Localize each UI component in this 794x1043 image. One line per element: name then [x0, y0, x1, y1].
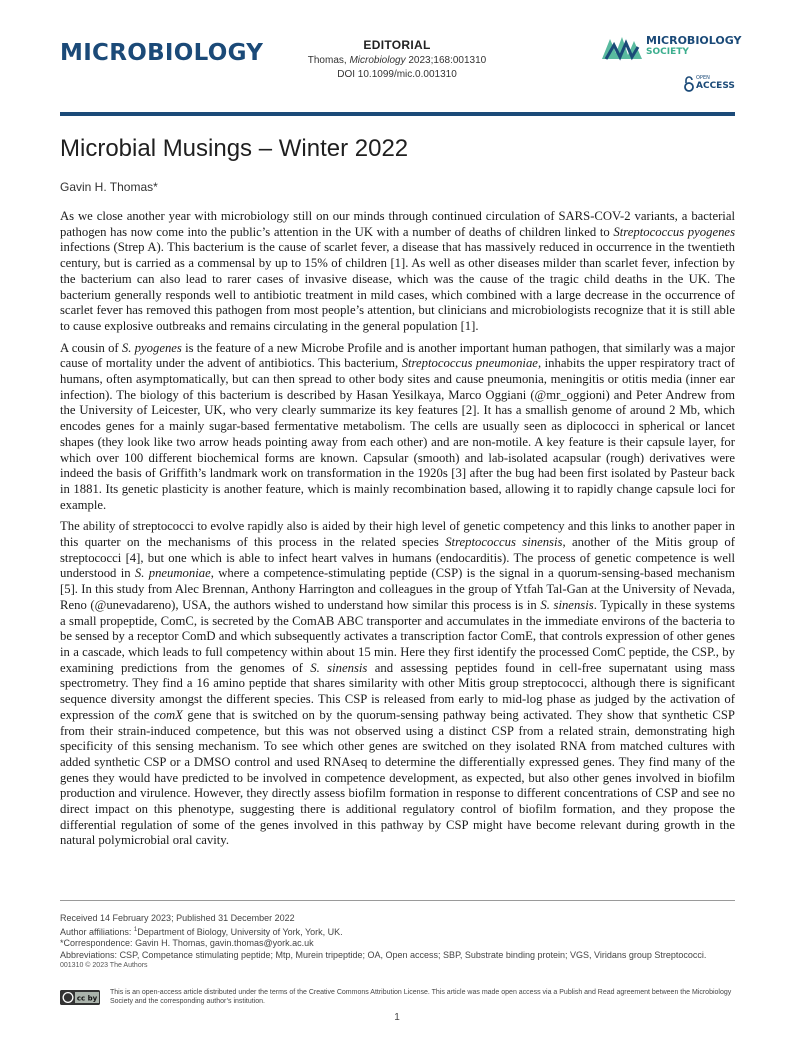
cc-badge-label: cc by — [76, 994, 98, 1003]
article-id-copyright: 001310 © 2023 The Authors — [60, 962, 148, 969]
abbreviations — [60, 950, 735, 962]
article-footer — [60, 913, 735, 970]
article-header-info — [280, 38, 514, 82]
correspondence-label: *Correspondence: — [60, 938, 133, 948]
text-run: , where a competence-stimulating peptide (CSP) is the signal in a quorum-sensing-based mechanism [5]. In this study from Alec Brennan, Anthony Harrington and colleagues in the group of Ytfah Tal-Gan at the University of Nevada, Reno (@unevadareno), USA, the authors wished to understand how similar this process is in — [60, 566, 735, 612]
society-name: MICROBIOLOGY — [646, 34, 742, 47]
article-title: Microbial Musings – Winter 2022 — [60, 135, 409, 162]
citation-author: Thomas, — [307, 55, 347, 66]
header-rule — [60, 112, 735, 116]
text-run: infections (Strep A). This bacterium is the cause of scarlet fever, a disease that has massively reduced in occurrence in the twentieth century, but is carried as a commensal by up to 15% of children [1]. As well as other diseases milder than scarlet fever, infection by the bacterium can also lead to rarer cases of invasive disease, which was the cause of the tragic child deaths in the UK. The bacterium generally responds well to antibiotic treatment in mild cases, which combined with a large decrease in the occurrence of scarlet fever has removed this pathogen from most people’s attention, but clinicians and microbiologists recognize that it is still able to cause explosive outbreaks and remains circulating in the general population [1]. — [60, 240, 735, 333]
article-body — [60, 209, 735, 855]
doi[interactable]: DOI 10.1099/mic.0.001310 — [337, 69, 457, 80]
correspondence — [60, 938, 735, 950]
text-run: A cousin of — [60, 340, 122, 355]
italic-term: S. sinensis — [310, 660, 368, 675]
open-access-label — [696, 75, 735, 91]
italic-term: S. pneumoniae — [134, 566, 211, 581]
affiliations-label: Author affiliations: — [60, 926, 132, 937]
italic-term: Streptococcus sinensis — [445, 535, 563, 550]
affiliations-text: Department of Biology, University of York, York, UK. — [137, 926, 343, 937]
open-access-small: OPEN — [696, 75, 710, 81]
microbiology-society-logo[interactable] — [600, 33, 740, 61]
affiliation-number: 1 — [133, 926, 138, 933]
open-lock-icon — [684, 76, 694, 92]
italic-term: comX — [153, 707, 183, 722]
citation-journal: Microbiology — [349, 55, 406, 66]
body-paragraph — [60, 341, 735, 514]
article-author: Gavin H. Thomas* — [60, 180, 158, 194]
abbreviations-label: Abbreviations: — [60, 949, 118, 960]
received-dates: Received 14 February 2023; Published 31 December 2022 — [60, 913, 295, 923]
page-number: 1 — [394, 1012, 400, 1023]
italic-term: S. pyogenes — [121, 340, 182, 355]
cc-icon — [60, 990, 100, 1005]
body-paragraph — [60, 209, 735, 335]
italic-term: Streptococcus pneumoniae — [401, 356, 538, 371]
citation — [280, 54, 514, 68]
text-run: . Typically in these systems a small propeptide, ComC, is secreted by the ComAB ABC transporter and accumulates in the immediate environs of the bacteria to be sensed by a receptor ComD and which subsequently activates a transcription factor ComE, that controls expression of other genes in a cascade, which leads to full competency within about 15 min. Here they first identify the processed ComC peptide, the CSP., by examining predictions from the genomes of — [60, 597, 735, 675]
text-run: is the feature of a new Microbe Profile and is another important human pathogen, that similarly was a major cause of mortality under the advent of antibiotics. This bacterium, — [60, 340, 735, 371]
text-run: , inhabits the upper respiratory tract of humans, often asymptomatically, but can then spread to other body sites and cause pneumonia, meningitis or otitis media (inner ear infection). The biology of this bacterium is described by Hasan Yesilkaya, Marco Oggiani (@mr_oggioni) and Peter Andrew from the University of Leicester, UK, who very clearly summarize its key features [2]. It has a smallish genome of around 2 Mb, which encodes genes for a mainly sugar-based fermentative metabolism. The cells are usually seen as diplococci in spherical or lancet shapes (they look like two arrow heads pointing away from each other) and are non-motile. A key feature is their capsule layer, for which over 100 different biochemical forms are known. Capsular (smooth) and lab-isolated acapsular (rough) derivatives were indeed the basis of Griffith’s landmark work on transformation in the 1920s [3] after the bug had been first isolated by Pasteur back in 1881. Its genetic plasticity is another feature, which is mainly recombination based, allowing it to rapidly change capsule loci for example. — [60, 356, 735, 512]
body-paragraph — [60, 519, 735, 849]
license-block — [60, 988, 735, 1010]
abbreviations-text: CSP, Competance stimulating peptide; Mtp, Murein tripeptide; OA, Open access; SBP, Substrate binding protein; VGS, Viridans group Streptococci. — [119, 949, 707, 960]
text-run: As we close another year with microbiology still on our minds through continued circulation of SARS-COV-2 variants, a bacterial pathogen has now come into the public’s attention in the UK with a number of deaths of children linked to — [60, 209, 735, 239]
footer-rule — [60, 900, 735, 901]
text-run: The ability of streptococci to evolve rapidly also is aided by their high level of genetic competency and this links to another paper in this quarter on the mechanisms of this process in the related species — [60, 519, 735, 550]
society-logo-icon — [600, 33, 644, 61]
citation-volume: 2023;168:001310 — [408, 55, 487, 66]
italic-term: S. sinensis — [540, 597, 594, 612]
open-access-big: ACCESS — [696, 81, 735, 91]
open-access-badge — [684, 75, 740, 93]
society-wordmark — [646, 35, 741, 58]
author-affiliations — [60, 925, 735, 939]
italic-term: Streptococcus pyogenes — [613, 224, 736, 239]
journal-logo: MICROBIOLOGY — [60, 40, 264, 66]
article-type: EDITORIAL — [363, 38, 431, 52]
correspondence-text[interactable]: Gavin H. Thomas, gavin.thomas@york.ac.uk — [135, 938, 314, 948]
text-run: and assessing peptides found in cell-free supernatant using mass spectrometry. They find a 16 amino peptide that shares similarity with other Mitis group streptococci, although there is significant sequence diversity amongst the different species. This CSP is released from early to mid-log phase as judged by the activation of expression of the — [60, 660, 735, 722]
text-run: gene that is switched on by the quorum-sensing pathway being activated. They show that synthetic CSP from their strain-induced competence, but this was not observed using a distinct CSP from a related strain, demonstrating high specificity of this sensing mechanism. To see which other genes are switched on they isolated RNA from matched cultures with added synthetic CSP or a DMSO control and used RNAseq to determine the differentially expressed genes. They find many of the genes they would have predicted to be involved in competence development, as expected, but also other genes involved in biofilm production and virulence. However, they directly assess biofilm formation in response to different concentrations of CSP and see no direct impact on this phenotype, suggesting there is additional regulatory control of biofilm formation, and they propose the differential regulation of some of the genes involved in this pathway by CSP might have become relevant during growth in the natural polymicrobial oral cavity. — [60, 707, 735, 848]
license-text: This is an open-access article distributed under the terms of the Creative Commons Attribution License. This article was made open access via a Publish and Read agreement between the Microbiology Society and the corresponding author’s institution. — [110, 989, 732, 1005]
cc-by-badge[interactable] — [60, 990, 100, 1005]
text-run: , another of the Mitis group of streptococci [4], but one which is able to infect heart valves in humans (endocarditis). The process of genetic competence is well understood in — [60, 535, 735, 581]
society-subname: SOCIETY — [646, 47, 689, 57]
